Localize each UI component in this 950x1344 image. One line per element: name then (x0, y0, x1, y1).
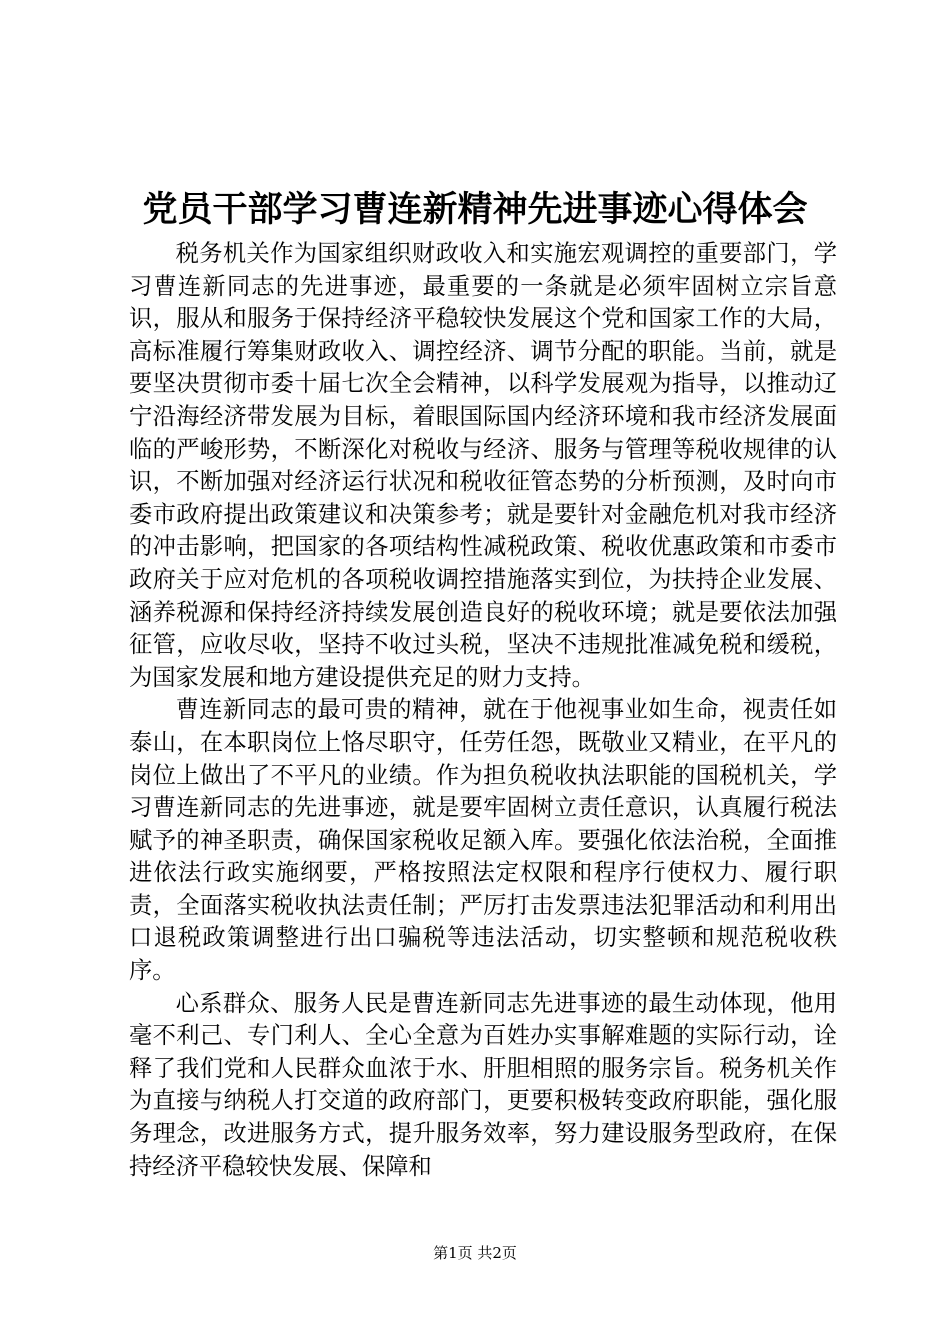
document-body (129, 238, 837, 1183)
paragraph-2: 曹连新同志的最可贵的精神，就在于他视事业如生命，视责任如泰山，在本职岗位上恪尽职守，任劳任怨，既敬业又精业，在平凡的岗位上做出了不平凡的业绩。作为担负税收执法职能的国税机关，学习曹连新同志的先进事迹，就是要牢固树立责任意识，认真履行税法赋予的神圣职责，确保国家税收足额入库。要强化依法治税，全面推进依法行政实施纲要，严格按照法定权限和程序行使权力、履行职责，全面落实税收执法责任制；严厉打击发票违法犯罪活动和利用出口退税政策调整进行出口骗税等违法活动，切实整顿和规范税收秩序。 (129, 696, 837, 985)
page-number-footer: 第1页 共2页 (433, 1244, 517, 1262)
document-title: 党员干部学习曹连新精神先进事迹心得体会 (142, 189, 808, 230)
paragraph-1: 税务机关作为国家组织财政收入和实施宏观调控的重要部门，学习曹连新同志的先进事迹，最重要的一条就是必须牢固树立宗旨意识，服从和服务于保持经济平稳较快发展这个党和国家工作的大局，高标准履行筹集财政收入、调控经济、调节分配的职能。当前，就是要坚决贯彻市委十届七次全会精神，以科学发展观为指导，以推动辽宁沿海经济带发展为目标，着眼国际国内经济环境和我市经济发展面临的严峻形势，不断深化对税收与经济、服务与管理等税收规律的认识，不断加强对经济运行状况和税收征管态势的分析预测，及时向市委市政府提出政策建议和决策参考；就是要针对金融危机对我市经济的冲击影响，把国家的各项结构性减税政策、税收优惠政策和市委市政府关于应对危机的各项税收调控措施落实到位，为扶持企业发展、涵养税源和保持经济持续发展创造良好的税收环境；就是要依法加强征管，应收尽收，坚持不收过头税，坚决不违规批准减免税和缓税，为国家发展和地方建设提供充足的财力支持。 (129, 240, 837, 691)
paragraph-3: 心系群众、服务人民是曹连新同志先进事迹的最生动体现，他用毫不利己、专门利人、全心全意为百姓办实事解难题的实际行动，诠释了我们党和人民群众血浓于水、肝胆相照的服务宗旨。税务机关作为直接与纳税人打交道的政府部门，更要积极转变政府职能，强化服务理念，改进服务方式，提升服务效率，努力建设服务型政府，在保持经济平稳较快发展、保障和 (129, 989, 837, 1180)
